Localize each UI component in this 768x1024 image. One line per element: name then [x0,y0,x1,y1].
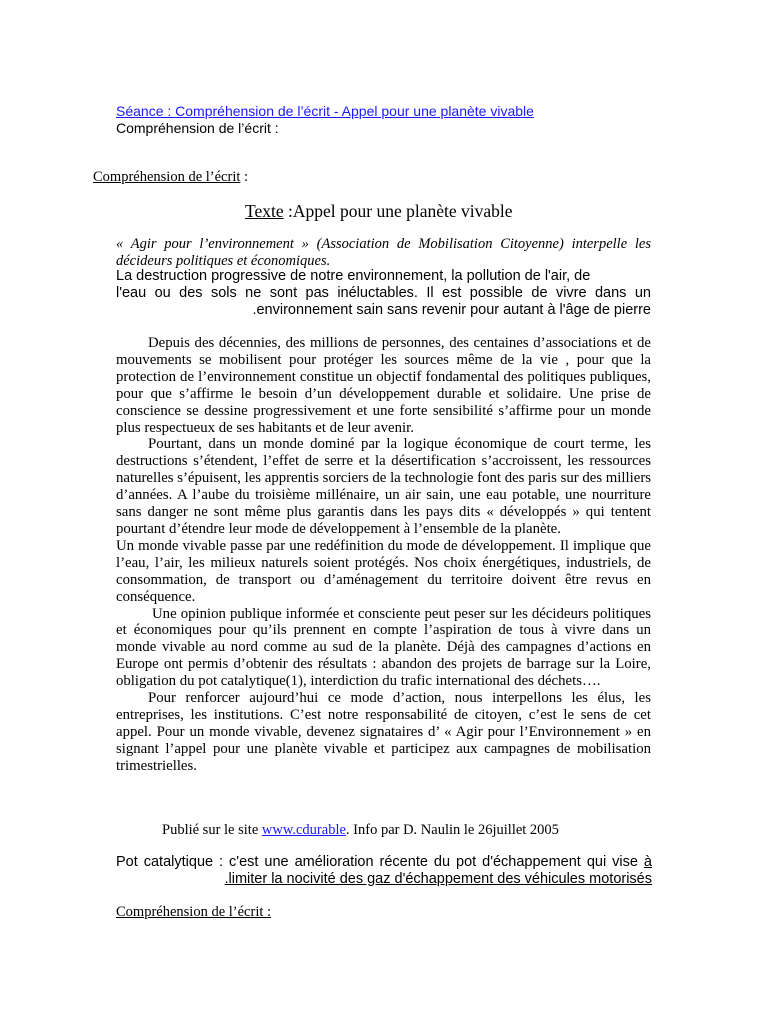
published-prefix: Publié sur le site [162,822,262,838]
section-heading [93,169,248,186]
intro-line-3: .environnement sain sans revenir pour autant à l'âge de pierre [252,302,651,318]
article-body [116,335,651,775]
site-link[interactable]: www.cdurable [261,822,346,838]
intro-italic: « Agir pour l’environnement » (Association de Mobilisation Citoyenne) interpelle les décideurs politiques et économiques. [116,236,651,269]
footnote-line-1-underlined: à [643,854,652,870]
intro-line-1: La destruction progressive de notre environnement, la pollution de l'air, de [116,268,591,284]
footnote [116,854,652,888]
section-heading-suffix: : [240,169,249,185]
paragraph-4: Une opinion publique informée et consciente peut peser sur les décideurs politiques et économiques pour qu’ils prennent en compte l’aspiration de tous à vivre dans un monde vivable au nord comme au sud de la planète. Déjà des campagnes d’actions en Europe ont permis d’obtenir des résultats : abandon des projets de barrage sur la Loire, obligation du pot catalytique(1), interdiction du trafic international des déchets…. [116,605,651,690]
session-link[interactable]: Séance : Compréhension de l’écrit - Appel pour une planète vivable [116,103,534,119]
intro-line-2: l'eau ou des sols ne sont pas inéluctables. Il est possible de vivre dans un [116,285,651,301]
published-suffix: . Info par D. Naulin le 26juillet 2005 [345,822,559,838]
paragraph-5: Pour renforcer aujourd’hui ce mode d’action, nous interpellons les élus, les entreprises, les institutions. C’est notre responsabilité de citoyen, c’est le sens de cet appel. Pour un monde vivable, devenez signataires d’ « Agir pour l’Environnement » en signant l’appel pour une planète vivable et participez aux campagnes de mobilisation trimestrielles. [116,690,651,774]
session-subtitle: Compréhension de l’écrit : [116,120,279,136]
paragraph-1: Depuis des décennies, des millions de personnes, des centaines d’associations et de mouvements se mobilisent pour protéger les sources même de la vie , pour que la protection de l’environnement constitue un objectif fondamental des politiques publiques, pour que s’affirme le besoin d’un développement durable et solidaire. Une prise de conscience se dessine progressivement et une forte sensibilité s’affirme pour un monde plus respectueux de ses habitants et de leur avenir. [116,335,651,436]
text-title-label: Texte [245,201,284,221]
intro-summary [116,268,651,319]
paragraph-3: Un monde vivable passe par une redéfinition du mode de développement. Il implique que l’eau, l’air, les milieux naturels soient protégés. Nos choix énergétiques, industriels, de consommation, de transport ou d’aménagement du territoire doivent être revus en conséquence. [116,537,651,605]
footnote-line-1-text: Pot catalytique : c'est une amélioration récente du pot d'échappement qui vise [116,854,644,870]
published-line [162,822,559,839]
section-heading-2: Compréhension de l’écrit : [116,904,272,920]
footnote-line-1 [116,854,652,871]
section-heading-label: Compréhension de l’écrit [93,169,241,185]
text-title [245,201,513,222]
footnote-line-2: .limiter la nocivité des gaz d'échappement des véhicules motorisés [224,871,652,887]
text-title-name: :Appel pour une planète vivable [283,201,513,221]
paragraph-2: Pourtant, dans un monde dominé par la logique économique de court terme, les destructions s’étendent, l’effet de serre et la désertification s’accroissent, les ressources naturelles s’épuisent, les apprentis sorciers de la technologie font des paris sur des milliers d’années. A l’aube du troisième millénaire, un air sain, une eau potable, une nourriture sans danger ne sont même plus garantis dans les pays dits « développés » qui tentent pourtant d’étendre leur mode de développement à l’ensemble de la planète. [116,436,652,537]
